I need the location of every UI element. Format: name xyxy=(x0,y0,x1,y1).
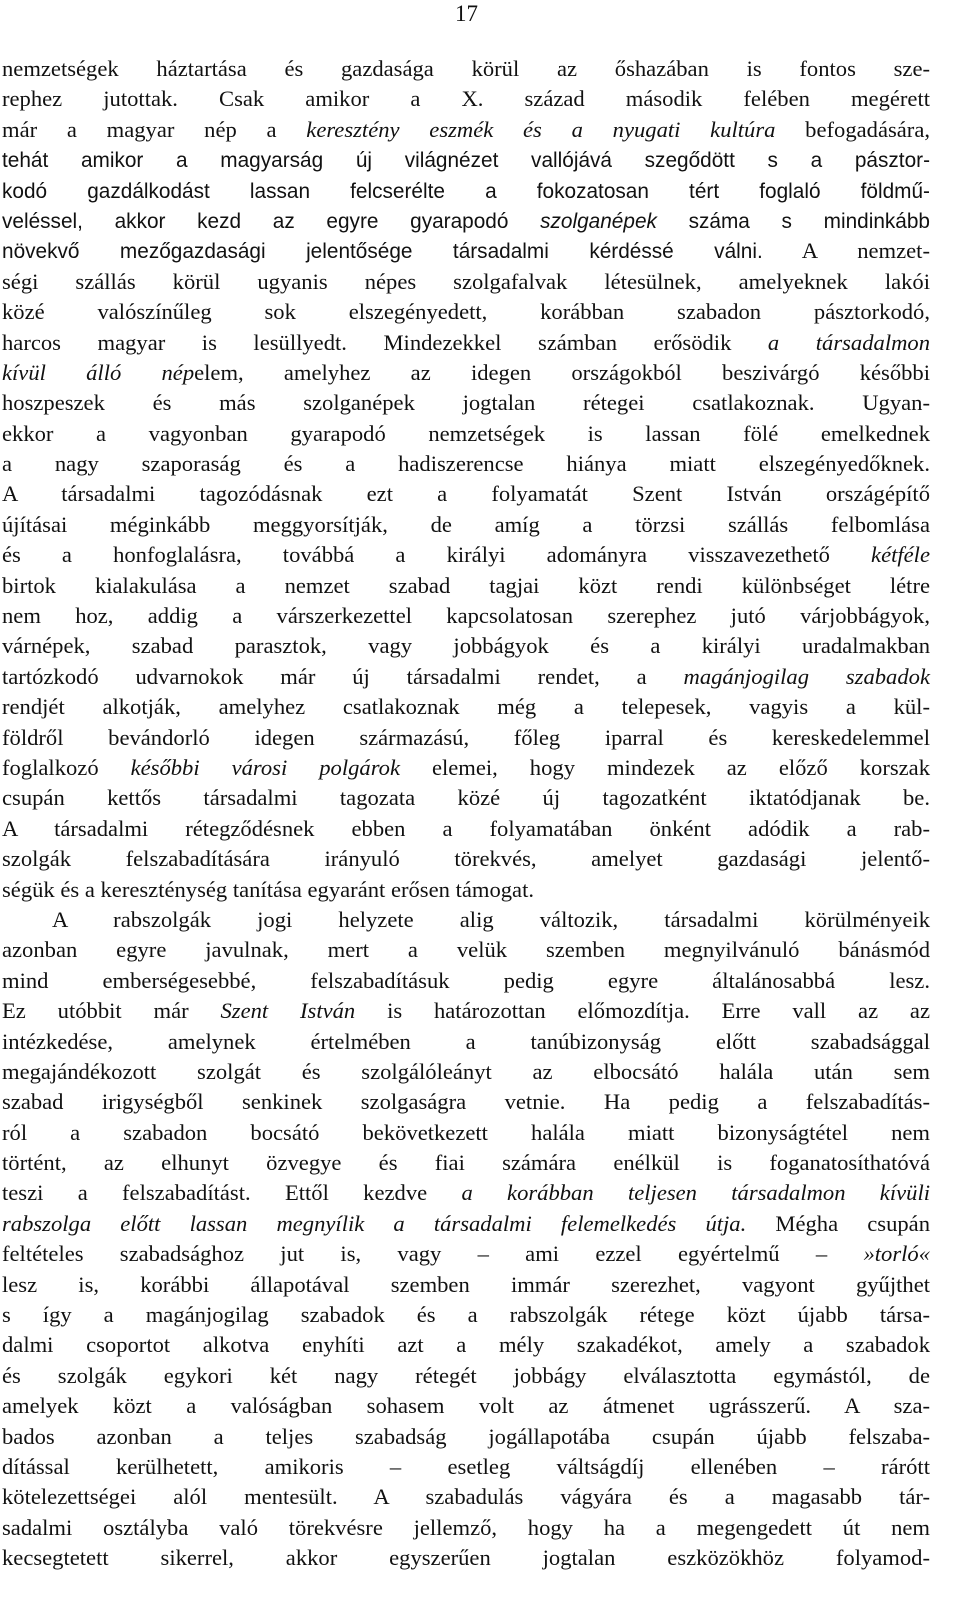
italic-text-segment: a társadalmon xyxy=(767,329,931,355)
text-line xyxy=(2,1118,930,1148)
text-segment: bados azonban a teljes szabadság jogállapotába csupán újabb felszaba- xyxy=(2,1423,930,1449)
text-segment: Mégha csupán xyxy=(746,1210,930,1236)
text-line xyxy=(2,1513,930,1543)
text-line xyxy=(2,449,930,479)
text-line xyxy=(2,1057,930,1087)
text-line xyxy=(2,236,930,266)
text-line xyxy=(2,966,930,996)
text-segment: nemzetségek háztartása és gazdasága körül az őshazában is fontos sze- xyxy=(2,56,930,81)
text-segment: nem hoz, addig a várszerkezettel kapcsolatosan szerephez jutó várjobbágyok, xyxy=(2,603,930,629)
text-segment: újításai méginkább meggyorsítják, de amíg a törzsi szállás felbomlása xyxy=(2,511,930,537)
text-segment: ról a szabadon bocsátó bekövetkezett halála miatt bizonyságtétel nem xyxy=(2,1119,930,1145)
text-line xyxy=(2,1300,930,1330)
text-line xyxy=(2,54,930,84)
text-segment: birtok kialakulása a nemzet szabad tagjai közt rendi különbséget létre xyxy=(2,572,930,598)
text-line xyxy=(2,1087,930,1117)
text-line xyxy=(2,115,930,145)
text-segment: tartózkodó udvarnokok már új társadalmi rendet, a xyxy=(2,663,684,689)
italic-text-segment: »torló« xyxy=(863,1241,930,1267)
text-line xyxy=(2,1543,930,1573)
italic-text-segment: a korábban teljesen társadalmon kívüli xyxy=(461,1180,930,1206)
text-line xyxy=(2,783,930,813)
text-line xyxy=(2,1270,930,1300)
text-line xyxy=(2,1209,930,1239)
text-segment: A társadalmi tagozódásnak ezt a folyamatát Szent István országépítő xyxy=(2,481,930,507)
text-segment: A nemzet- xyxy=(762,238,930,264)
text-segment: elemei, hogy mindezek az előző korszak xyxy=(399,754,930,780)
text-segment: hoszpeszek és más szolganépek jogtalan rétegei csatlakoznak. Ugyan- xyxy=(2,390,930,416)
text-line xyxy=(2,1330,930,1360)
text-line xyxy=(2,753,930,783)
text-segment: már a magyar nép a xyxy=(2,116,307,142)
text-line xyxy=(2,297,930,327)
text-line xyxy=(2,1027,930,1057)
text-segment: kodó gazdálkodást lassan felcserélte a fokozatosan tért foglaló földmű- xyxy=(2,179,930,203)
text-line xyxy=(2,1422,930,1452)
text-line xyxy=(2,905,930,935)
text-line xyxy=(2,267,930,297)
text-line xyxy=(2,479,930,509)
text-segment: feltételes szabadsághoz jut is, vagy – ami ezzel egyértelmű – xyxy=(2,1241,864,1267)
italic-text-segment: magánjogilag szabadok xyxy=(683,663,930,689)
text-line xyxy=(2,176,930,206)
text-line xyxy=(2,358,930,388)
body-text xyxy=(2,54,930,1574)
text-segment: amelyek közt a valóságban sohasem volt az átmenet ugrásszerű. A sza- xyxy=(2,1393,930,1419)
text-line xyxy=(2,388,930,418)
text-segment: harcos magyar is lesüllyedt. Mindezekkel számban erősödik xyxy=(2,329,768,355)
text-segment: és szolgák egykori két nagy rétegét jobbágy elválasztotta egymástól, de xyxy=(2,1362,930,1388)
text-segment: veléssel, akkor kezd az egyre gyarapodó xyxy=(2,209,541,233)
italic-text-segment: szolganépek xyxy=(540,209,657,233)
italic-text-segment: rabszolga előtt lassan megnyílik a társadalmi felemelkedés útja. xyxy=(2,1210,747,1236)
text-segment: azonban egyre javulnak, mert a velük szemben megnyilvánuló bánásmód xyxy=(2,937,930,963)
text-line xyxy=(2,1239,930,1269)
text-segment: ekkor a vagyonban gyarapodó nemzetségek is lassan fölé emelkednek xyxy=(2,420,930,446)
text-segment: ségük és a kereszténység tanítása egyaránt erősen támogat. xyxy=(2,876,534,902)
text-line xyxy=(2,1452,930,1482)
text-line xyxy=(2,601,930,631)
text-segment: dítással kerülhetett, amikoris – esetleg váltságdíj ellenében – rárótt xyxy=(2,1453,930,1479)
text-segment: földről bevándorló idegen származású, főleg iparral és kereskedelemmel xyxy=(2,724,930,750)
text-segment: mind emberségesebbé, felszabadításuk pedig egyre általánosabbá lesz. xyxy=(2,967,930,993)
italic-text-segment: kívül álló nép xyxy=(2,359,195,385)
text-segment: A társadalmi rétegződésnek ebben a folyamatában önként adódik a rab- xyxy=(2,815,930,841)
italic-text-segment: keresztény eszmék és a nyugati kultúra xyxy=(306,116,776,142)
text-segment: és a honfoglalásra, továbbá a királyi adományra visszavezethető xyxy=(2,542,872,568)
text-segment: sadalmi osztályba való törekvésre jellemző, hogy ha a megengedett út nem xyxy=(2,1514,930,1540)
text-segment: rendjét alkotják, amelyhez csatlakoznak még a telepesek, vagyis a kül- xyxy=(2,694,930,720)
text-segment: rephez jutottak. Csak amikor a X. század második felében megérett xyxy=(2,86,930,112)
text-line xyxy=(2,540,930,570)
text-line xyxy=(2,875,930,905)
text-segment: megajándékozott szolgát és szolgálóleányt az elbocsátó halála után sem xyxy=(2,1058,930,1084)
text-segment: dalmi csoportot alkotva enyhíti azt a mély szakadékot, amely a szabadok xyxy=(2,1332,930,1358)
text-line xyxy=(2,1482,930,1512)
text-segment: ségi szállás körül ugyanis népes szolgafalvak létesülnek, amelyeknek lakói xyxy=(2,268,930,294)
text-line xyxy=(2,996,930,1026)
text-segment: növekvő mezőgazdasági jelentősége társadalmi kérdéssé válni. xyxy=(2,240,763,264)
text-line xyxy=(2,145,930,175)
text-segment: tehát amikor a magyarság új világnézet vallójává szegődött s a pásztor- xyxy=(2,149,930,173)
text-segment: elem, amelyhez az idegen országokból beszivárgó későbbi xyxy=(194,359,930,385)
text-segment: teszi a felszabadítást. Ettől kezdve xyxy=(2,1180,462,1206)
text-line xyxy=(2,662,930,692)
text-segment: kecsegtetett sikerrel, akkor egyszerűen jogtalan eszközökhöz folyamod- xyxy=(2,1545,930,1571)
text-line xyxy=(2,814,930,844)
text-line xyxy=(2,723,930,753)
text-line xyxy=(2,844,930,874)
text-line xyxy=(2,84,930,114)
text-segment: lesz is, korábbi állapotával szemben immár szerezhet, vagyont gyűjthet xyxy=(2,1271,930,1297)
text-segment: csupán kettős társadalmi tagozata közé új tagozatként iktatódjanak be. xyxy=(2,785,930,811)
text-segment: történt, az elhunyt özvegye és fiai számára enélkül is foganatosíthatóvá xyxy=(2,1150,930,1176)
text-segment: befogadására, xyxy=(775,116,931,142)
text-line xyxy=(2,419,930,449)
text-segment: száma s mindinkább xyxy=(656,209,930,233)
text-line xyxy=(2,631,930,661)
text-line xyxy=(2,692,930,722)
text-line xyxy=(2,935,930,965)
page-number: 17 xyxy=(455,1,478,26)
text-segment: Ez utóbbit már xyxy=(2,998,221,1024)
text-line xyxy=(2,1391,930,1421)
text-segment: kötelezettségei alól mentesült. A szabadulás vágyára és a magasabb tár- xyxy=(2,1484,930,1510)
text-segment: szabad irigységből senkinek szolgaságra vetnie. Ha pedig a felszabadítás- xyxy=(2,1089,930,1115)
text-segment: intézkedése, amelynek értelmében a tanúbizonyság előtt szabadsággal xyxy=(2,1028,930,1054)
italic-text-segment: kétféle xyxy=(871,542,930,568)
text-line xyxy=(2,571,930,601)
text-line xyxy=(2,1361,930,1391)
text-segment: s így a magánjogilag szabadok és a rabszolgák rétege közt újabb társa- xyxy=(2,1302,930,1328)
italic-text-segment: későbbi városi polgárok xyxy=(130,754,400,780)
text-segment: a nagy szaporaság és a hadiszerencse hiánya miatt elszegényedőknek. xyxy=(2,451,930,477)
text-line xyxy=(2,510,930,540)
italic-text-segment: Szent István xyxy=(220,998,356,1024)
text-line xyxy=(2,206,930,236)
text-segment: szolgák felszabadítására irányuló törekvés, amelyet gazdasági jelentő- xyxy=(2,846,930,872)
text-segment: is határozottan előmozdítja. Erre vall az az xyxy=(355,998,930,1024)
text-line xyxy=(2,328,930,358)
text-segment: közé valószínűleg sok elszegényedett, korábban szabadon pásztorkodó, xyxy=(2,299,930,325)
text-segment: foglalkozó xyxy=(2,754,131,780)
text-segment: várnépek, szabad parasztok, vagy jobbágyok és a királyi uradalmakban xyxy=(2,633,930,659)
text-segment: A rabszolgák jogi helyzete alig változik, társadalmi körülményeik xyxy=(52,906,930,932)
text-line xyxy=(2,1178,930,1208)
text-line xyxy=(2,1148,930,1178)
